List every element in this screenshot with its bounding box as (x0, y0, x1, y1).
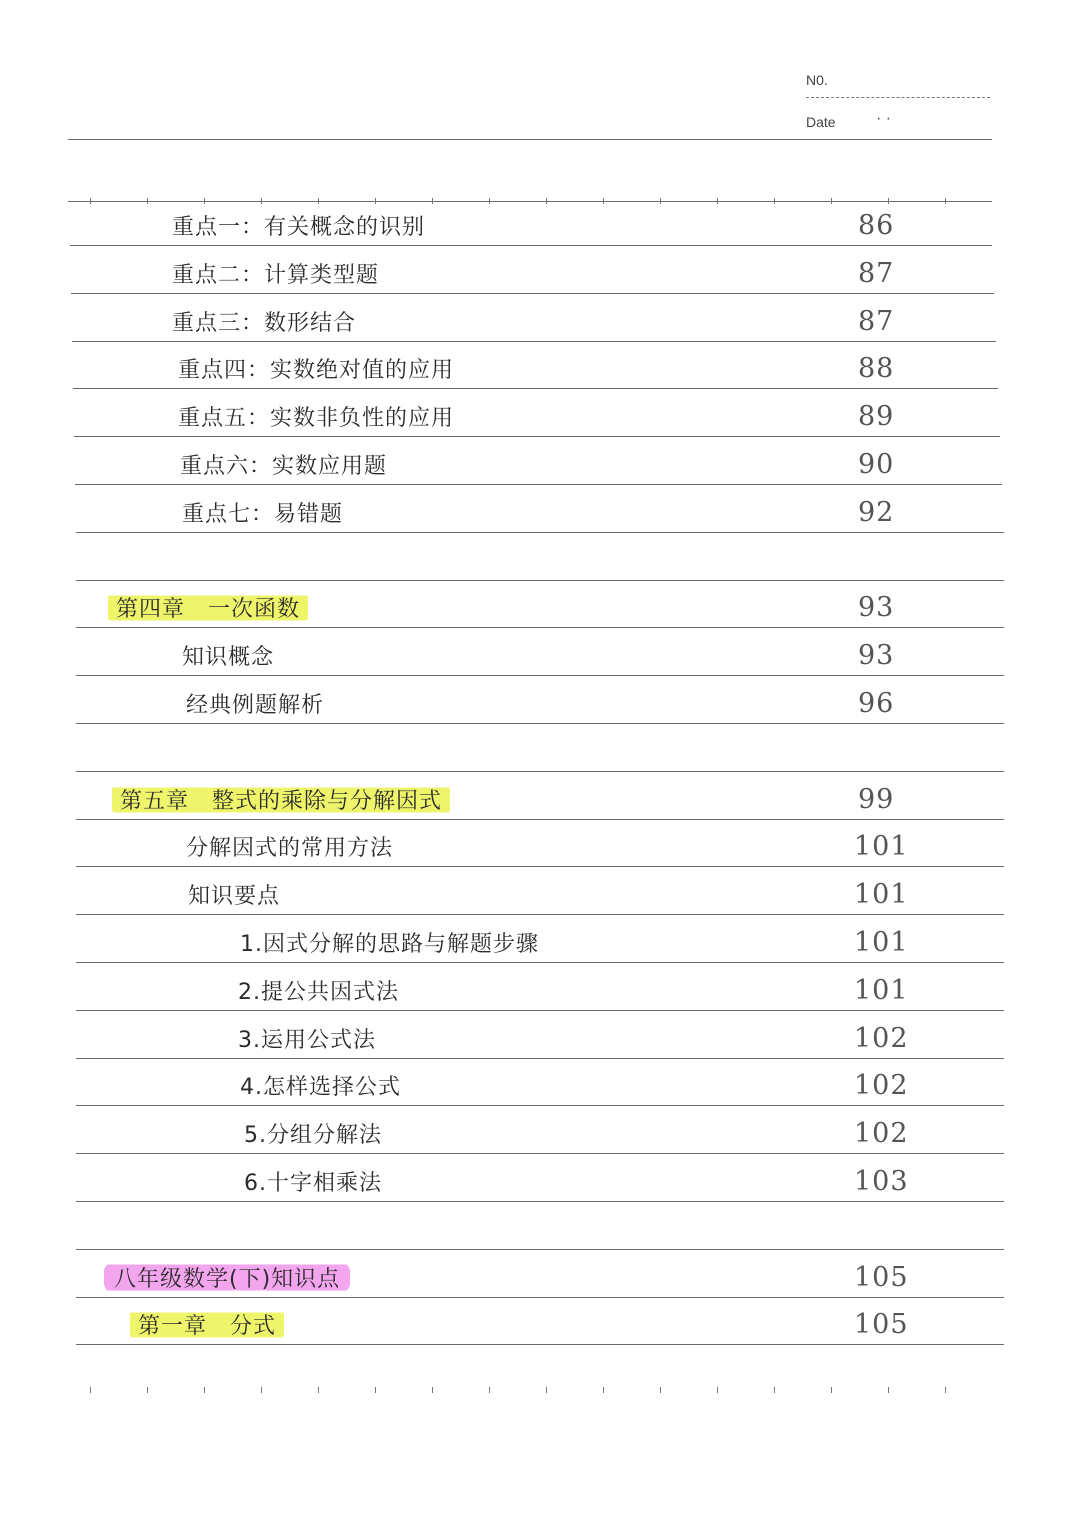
toc-entry-page-number: 89 (858, 401, 895, 432)
rule-tick (375, 1387, 376, 1393)
toc-entry (0, 1024, 1075, 1058)
ruled-line (76, 1105, 1004, 1106)
ruled-line (76, 819, 1004, 820)
rule-tick (489, 1387, 490, 1393)
toc-entry-page-number: 93 (858, 640, 895, 671)
rule-tick (147, 198, 148, 204)
toc-entry-page-number: 87 (858, 306, 895, 337)
toc-entry-page-number: 92 (858, 497, 895, 528)
ruled-line (76, 1201, 1004, 1202)
toc-entry (0, 402, 1075, 436)
toc-entry (0, 593, 1075, 627)
rule-tick (261, 198, 262, 204)
rule-tick (546, 1387, 547, 1393)
toc-entry (0, 450, 1075, 484)
header-rule (68, 139, 992, 140)
toc-entry-title: 重点三：数形结合 (172, 311, 357, 336)
ruled-line (75, 484, 1002, 485)
toc-entry-page-number: 105 (854, 1309, 909, 1340)
rule-tick (888, 198, 889, 204)
toc-entry-title: 知识要点 (188, 884, 281, 909)
rule-tick (204, 198, 205, 204)
toc-entry-title: 知识概念 (182, 645, 275, 670)
toc-entry-title: 4.怎样选择公式 (240, 1075, 401, 1100)
number-dashed-line (806, 97, 990, 98)
rule-tick (147, 1387, 148, 1393)
rule-tick (318, 198, 319, 204)
ruled-line (73, 388, 998, 389)
ruled-line (76, 962, 1004, 963)
toc-entry-title: 重点二：计算类型题 (172, 263, 380, 288)
toc-entry-title: 第一章 分式 (130, 1309, 284, 1340)
toc-entry-title: 1.因式分解的思路与解题步骤 (240, 932, 539, 957)
ruled-line (72, 341, 996, 342)
ruled-line (71, 293, 994, 294)
toc-entry (0, 641, 1075, 675)
toc-entry (0, 880, 1075, 914)
date-dots: · · (876, 110, 892, 127)
ruled-line (76, 532, 1004, 533)
toc-entry-title: 第五章 整式的乘除与分解因式 (112, 784, 450, 815)
top-rule (68, 201, 992, 202)
toc-entry-title: 八年级数学(下)知识点 (104, 1262, 350, 1293)
toc-entry-page-number: 101 (854, 927, 909, 958)
toc-entry (0, 1167, 1075, 1201)
toc-entry-title: 第四章 一次函数 (108, 592, 308, 623)
ruled-line (76, 914, 1004, 915)
ruled-line (76, 1153, 1004, 1154)
toc-entry-page-number: 86 (858, 210, 895, 241)
ruled-line (76, 1344, 1004, 1345)
rule-tick (90, 198, 91, 204)
rule-tick (489, 198, 490, 204)
toc-entry-title: 5.分组分解法 (244, 1123, 382, 1148)
rule-tick (318, 1387, 319, 1393)
rule-tick (717, 198, 718, 204)
toc-entry-page-number: 96 (858, 688, 895, 719)
ruled-line (76, 627, 1004, 628)
toc-entry-title: 重点五：实数非负性的应用 (178, 406, 455, 431)
toc-entry-title: 重点一：有关概念的识别 (172, 215, 426, 240)
toc-entry (0, 498, 1075, 532)
rule-tick (603, 1387, 604, 1393)
rule-tick (945, 198, 946, 204)
toc-entry-page-number: 101 (854, 879, 909, 910)
toc-entry (0, 832, 1075, 866)
toc-entry (0, 354, 1075, 388)
rule-tick (660, 1387, 661, 1393)
toc-entry-page-number: 103 (854, 1166, 909, 1197)
rule-tick (432, 1387, 433, 1393)
toc-entry-title: 分解因式的常用方法 (186, 836, 394, 861)
number-label: N0. (806, 72, 828, 88)
ruled-line (76, 675, 1004, 676)
toc-entry (0, 689, 1075, 723)
toc-entry-page-number: 87 (858, 258, 895, 289)
rule-tick (90, 1387, 91, 1393)
toc-entry (0, 1310, 1075, 1344)
toc-entry (0, 259, 1075, 293)
toc-entry-page-number: 105 (854, 1262, 909, 1293)
toc-entry (0, 976, 1075, 1010)
ruled-line (76, 723, 1004, 724)
ruled-line (76, 1058, 1004, 1059)
toc-entry-page-number: 90 (858, 449, 895, 480)
toc-entry-page-number: 93 (858, 592, 895, 623)
toc-entry-title: 3.运用公式法 (238, 1028, 376, 1053)
rule-tick (717, 1387, 718, 1393)
toc-entry-title: 经典例题解析 (186, 693, 325, 718)
toc-entry (0, 785, 1075, 819)
ruled-line (76, 580, 1004, 581)
toc-entry-title: 重点七：易错题 (182, 502, 344, 527)
rule-tick (774, 198, 775, 204)
ruled-line (76, 1297, 1004, 1298)
rule-tick (831, 198, 832, 204)
rule-tick (660, 198, 661, 204)
toc-entry (0, 307, 1075, 341)
toc-entry-page-number: 88 (858, 353, 895, 384)
toc-entry-title: 2.提公共因式法 (238, 980, 399, 1005)
rule-tick (831, 1387, 832, 1393)
toc-entry-page-number: 102 (854, 1118, 909, 1149)
toc-entry-title: 重点六：实数应用题 (180, 454, 388, 479)
rule-tick (603, 198, 604, 204)
toc-entry-title: 重点四：实数绝对值的应用 (178, 358, 455, 383)
ruled-line (76, 1249, 1004, 1250)
toc-entry (0, 1263, 1075, 1297)
ruled-line (76, 866, 1004, 867)
rule-tick (888, 1387, 889, 1393)
rule-tick (774, 1387, 775, 1393)
toc-entry-title: 6.十字相乘法 (244, 1171, 382, 1196)
rule-tick (375, 198, 376, 204)
rule-tick (945, 1387, 946, 1393)
rule-tick (204, 1387, 205, 1393)
toc-entry-page-number: 99 (858, 784, 895, 815)
toc-entry (0, 1119, 1075, 1153)
toc-entry (0, 211, 1075, 245)
rule-tick (546, 198, 547, 204)
ruled-line (74, 436, 1000, 437)
toc-entry-page-number: 102 (854, 1070, 909, 1101)
ruled-line (76, 771, 1004, 772)
toc-entry-page-number: 101 (854, 831, 909, 862)
date-label: Date (806, 114, 836, 130)
toc-entry-page-number: 102 (854, 1023, 909, 1054)
rule-tick (432, 198, 433, 204)
toc-entry (0, 928, 1075, 962)
rule-tick (261, 1387, 262, 1393)
ruled-line (70, 245, 992, 246)
toc-entry-page-number: 101 (854, 975, 909, 1006)
ruled-line (76, 1010, 1004, 1011)
toc-entry (0, 1071, 1075, 1105)
